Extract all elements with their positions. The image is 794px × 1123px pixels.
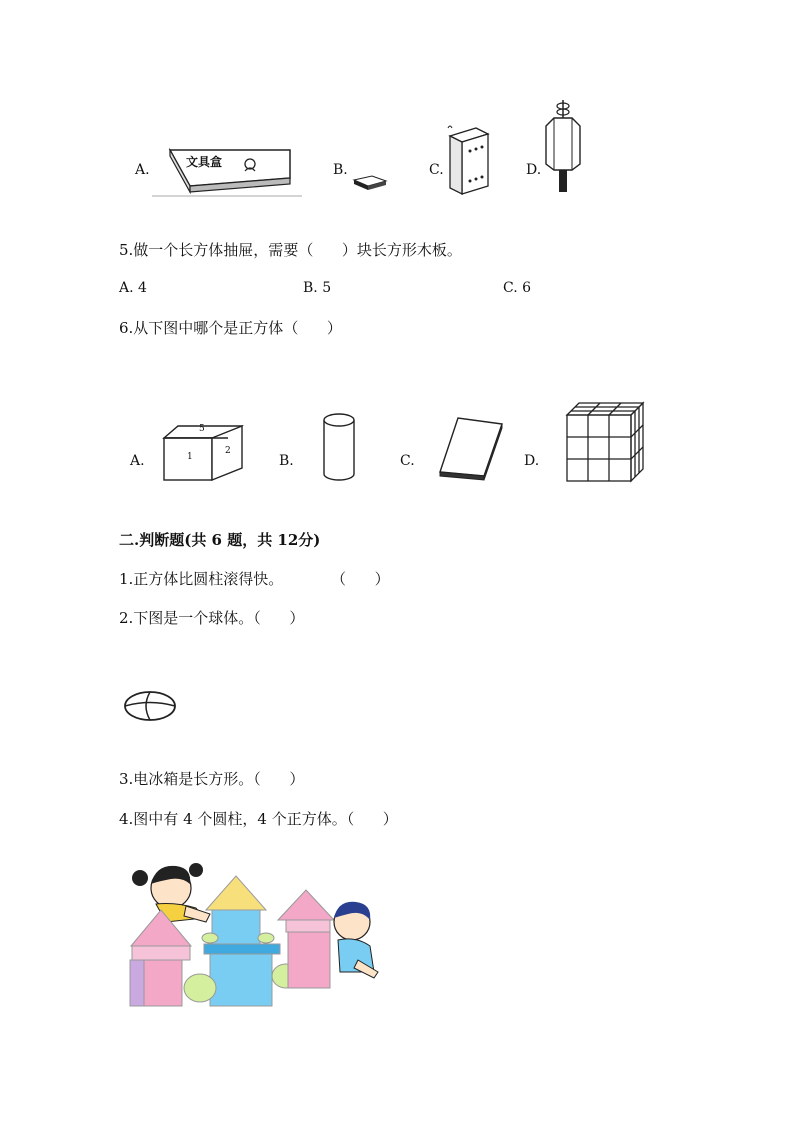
cube-face-top: 5 (199, 424, 205, 434)
option-a-label: A. (135, 162, 150, 178)
judgment-item-1: 1.正方体比圆柱滚得快。 （ ） (119, 570, 390, 588)
girl-figure (132, 863, 210, 922)
q5-option-c: C. 6 (503, 280, 532, 296)
rubiks-cube-image (565, 401, 645, 483)
cube-face-front: 1 (187, 452, 193, 462)
pencil-sharpener-image (542, 98, 584, 196)
cube-face-side: 2 (225, 446, 231, 456)
judgment-item-3: 3.电冰箱是长方形。（ ） (119, 770, 305, 788)
cylinder-image (322, 412, 356, 482)
q5-option-a: A. 4 (119, 280, 147, 296)
judgment-item-2: 2.下图是一个球体。（ ） (119, 609, 305, 627)
q6-option-c-label: C. (400, 453, 415, 469)
option-b-label: B. (333, 162, 348, 178)
building-blocks-illustration (126, 862, 386, 1012)
option-c-label: C. (429, 162, 444, 178)
q6-option-a-label: A. (130, 453, 145, 469)
pencil-box-label: 文具盒 (186, 155, 223, 169)
flat-box-image (438, 414, 504, 480)
section-2-heading: 二.判断题(共 6 题，共 12分) (119, 531, 321, 549)
question-5-text: 5.做一个长方体抽屉，需要（ ）块长方形木板。 (119, 241, 462, 259)
book-image (446, 124, 492, 196)
pencil-box-image (152, 146, 302, 196)
judgment-item-4: 4.图中有 4 个圆柱，4 个正方体。（ ） (119, 810, 398, 828)
ellipse-sphere-image (123, 689, 179, 723)
q6-option-b-label: B. (279, 453, 294, 469)
boy-figure (334, 902, 378, 978)
q6-option-d-label: D. (524, 453, 540, 469)
q5-option-b: B. 5 (303, 280, 332, 296)
question-6-text: 6.从下图中哪个是正方体（ ） (119, 319, 342, 337)
eraser-image (352, 174, 388, 190)
option-d-label: D. (526, 162, 542, 178)
